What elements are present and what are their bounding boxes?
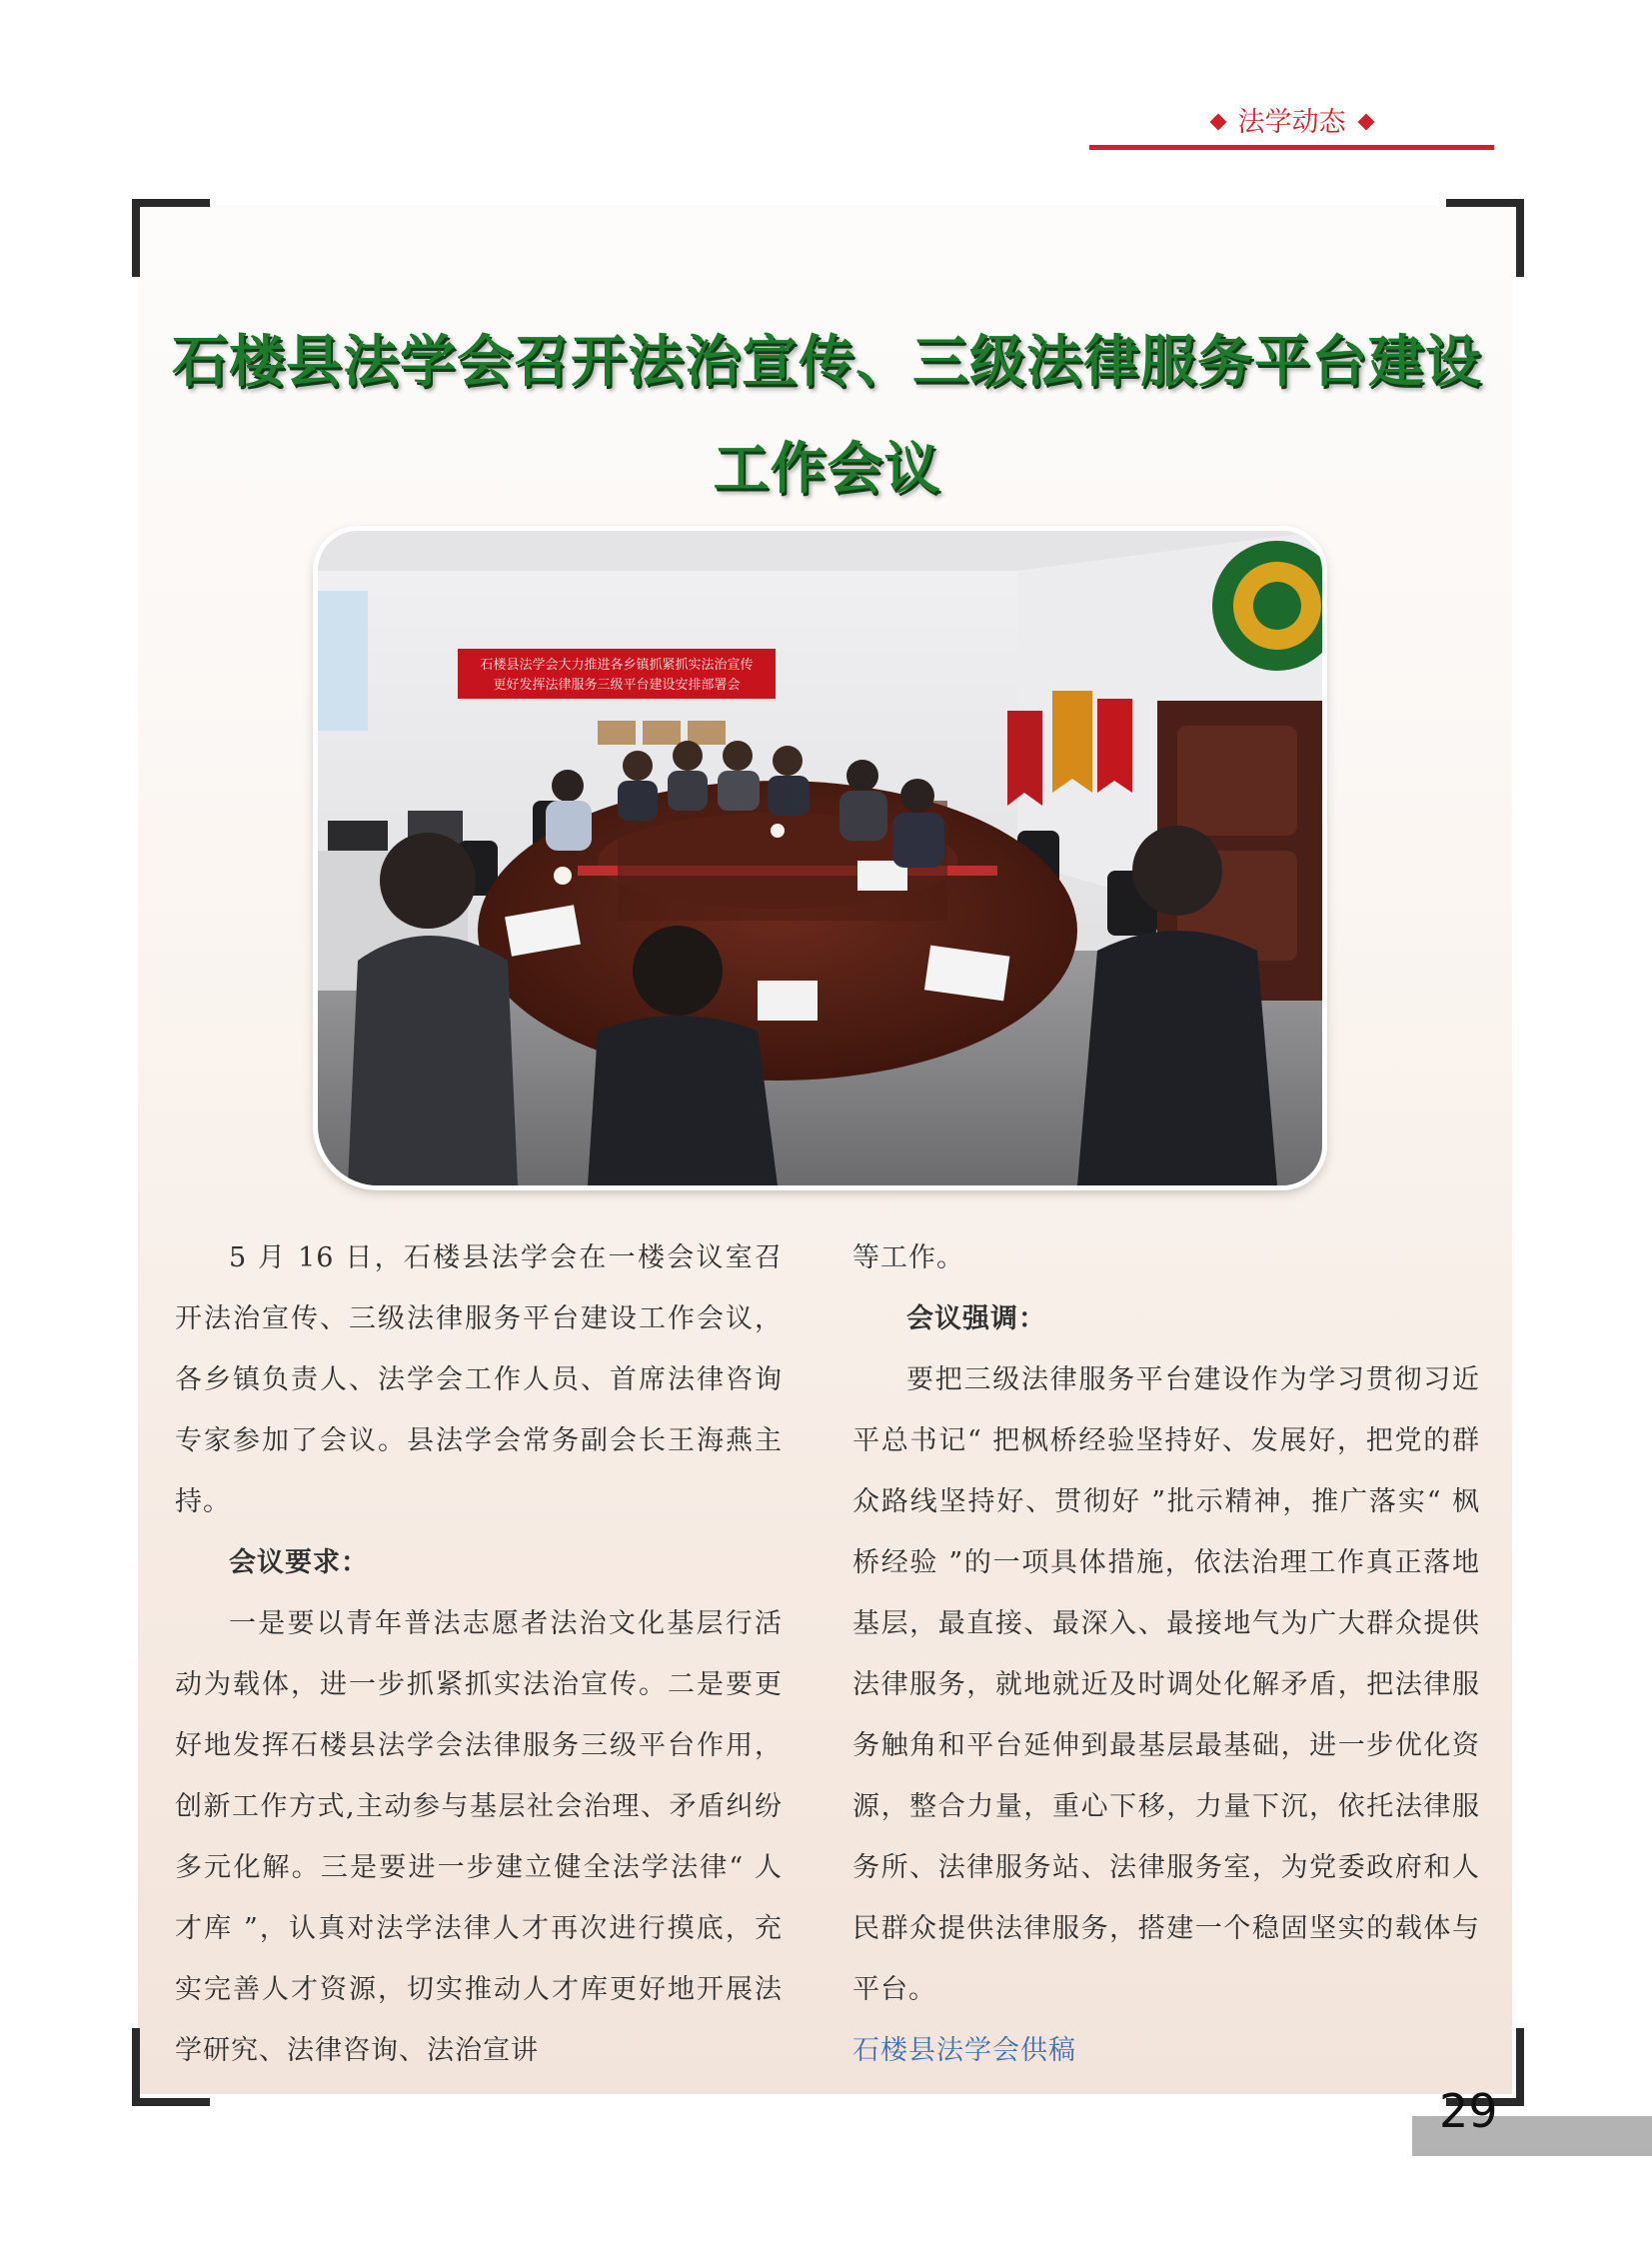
heading-emphasis: 会议强调： bbox=[906, 1303, 1046, 1334]
section-label: 法学动态 bbox=[1237, 107, 1346, 138]
diamond-icon bbox=[1209, 114, 1226, 131]
article-title-line-2: 工作会议 bbox=[713, 437, 941, 502]
article-title-line-1: 石楼县法学会召开法治宣传、三级法律服务平台建设 bbox=[172, 330, 1482, 395]
corner-bracket-top-left bbox=[132, 199, 210, 277]
corner-bracket-top-right bbox=[1446, 199, 1524, 277]
paragraph-emphasis: 要把三级法律服务平台建设作为学习贯彻习近平总书记“ 把枫桥经验坚持好、发展好，把党的群众路线坚持好、贯彻好 ”批示精神，推广落实“ 枫桥经验 ”的一项具体措施，依法治理工作真正落地基层，最直接、最深入、最接地气为广大群众提供法律服务，就地就近及时调处化解矛盾，把法律服务触角和平台延伸到最基层最基础，进一步优化资源，整合力量，重心下移，力量下沉，依托法律服务所、法律服务站、法律服务室，为党委政府和人民群众提供法律服务，搭建一个稳固坚实的载体与平台。 bbox=[852, 1364, 1480, 2005]
page-number: 29 bbox=[1439, 2084, 1498, 2138]
section-rule bbox=[1089, 145, 1494, 150]
paragraph-continuation: 等工作。 bbox=[852, 1242, 964, 1273]
photo-banner-line-2: 更好发挥法律服务三级平台建设安排部署会 bbox=[493, 678, 741, 693]
meeting-photo bbox=[318, 531, 1322, 1185]
left-column bbox=[175, 1227, 783, 2081]
section-tag bbox=[1089, 100, 1494, 139]
heading-requirements: 会议要求： bbox=[229, 1547, 369, 1578]
diamond-icon bbox=[1357, 114, 1374, 131]
paragraph-requirements: 一是要以青年普法志愿者法治文化基层行活动为载体，进一步抓紧抓实法治宣传。二是要更好地发挥石楼县法学会法律服务三级平台作用，创新工作方式,主动参与基层社会治理、矛盾纠纷多元化解。三是要进一步建立健全法学法律“ 人才库 ”，认真对法学法律人才再次进行摸底，充实完善人才资源，切实推动人才库更好地开展法学研究、法律咨询、法治宣讲 bbox=[175, 1608, 783, 2066]
photo-banner-line-1: 石楼县法学会大力推进各乡镇抓紧抓实法治宣传 bbox=[480, 658, 754, 673]
paragraph-intro: 5 月 16 日，石楼县法学会在一楼会议室召开法治宣传、三级法律服务平台建设工作会议，各乡镇负责人、法学会工作人员、首席法律咨询专家参加了会议。县法学会常务副会长王海燕主持。 bbox=[175, 1242, 783, 1517]
right-column bbox=[852, 1227, 1480, 2081]
article-credit: 石楼县法学会供稿 bbox=[852, 2035, 1076, 2066]
